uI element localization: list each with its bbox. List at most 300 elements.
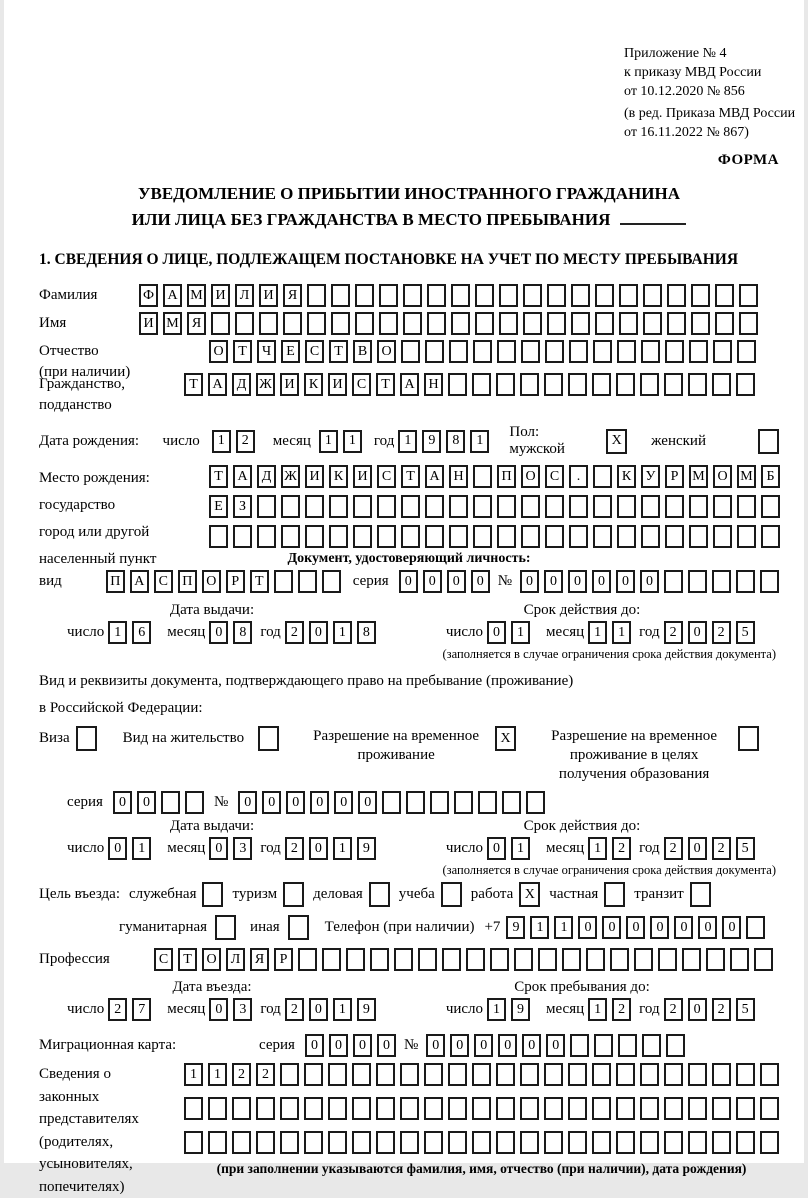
char-box[interactable]: 0 — [688, 837, 707, 860]
purpose-tourism-checkbox[interactable] — [283, 882, 304, 907]
char-box[interactable] — [451, 312, 470, 335]
char-box[interactable] — [448, 373, 467, 396]
char-box[interactable]: С — [545, 465, 564, 488]
char-box[interactable] — [641, 340, 660, 363]
char-box[interactable]: П — [178, 570, 197, 593]
char-box[interactable]: И — [353, 465, 372, 488]
char-box[interactable]: Т — [401, 465, 420, 488]
char-box[interactable]: 1 — [319, 430, 338, 453]
char-box[interactable] — [449, 525, 468, 548]
char-box[interactable]: 5 — [736, 998, 755, 1021]
char-box[interactable] — [634, 948, 653, 971]
char-box[interactable] — [401, 495, 420, 518]
char-box[interactable] — [259, 312, 278, 335]
char-box[interactable]: 0 — [471, 570, 490, 593]
char-box[interactable]: 0 — [209, 621, 228, 644]
char-box[interactable] — [665, 340, 684, 363]
char-box[interactable] — [401, 340, 420, 363]
char-box[interactable]: Ж — [281, 465, 300, 488]
purpose-study-checkbox[interactable] — [441, 882, 462, 907]
char-box[interactable]: 0 — [546, 1034, 565, 1057]
char-box[interactable]: 0 — [238, 791, 257, 814]
char-box[interactable]: Я — [187, 312, 206, 335]
char-box[interactable]: Н — [449, 465, 468, 488]
char-box[interactable] — [235, 312, 254, 335]
char-box[interactable] — [568, 373, 587, 396]
char-box[interactable] — [664, 1131, 683, 1154]
residence-permit-checkbox[interactable] — [258, 726, 279, 751]
char-box[interactable]: 1 — [333, 621, 352, 644]
char-box[interactable] — [712, 1063, 731, 1086]
char-box[interactable]: И — [280, 373, 299, 396]
char-box[interactable] — [754, 948, 773, 971]
char-box[interactable] — [329, 495, 348, 518]
char-box[interactable] — [640, 1097, 659, 1120]
char-box[interactable] — [322, 570, 341, 593]
char-box[interactable] — [232, 1097, 251, 1120]
char-box[interactable]: О — [202, 570, 221, 593]
char-box[interactable]: 2 — [256, 1063, 275, 1086]
char-box[interactable] — [346, 948, 365, 971]
char-box[interactable] — [619, 312, 638, 335]
char-box[interactable]: М — [187, 284, 206, 307]
char-box[interactable]: Д — [257, 465, 276, 488]
char-box[interactable] — [497, 525, 516, 548]
char-box[interactable] — [502, 791, 521, 814]
char-box[interactable] — [593, 495, 612, 518]
char-box[interactable] — [664, 1063, 683, 1086]
char-box[interactable] — [322, 948, 341, 971]
char-box[interactable]: 0 — [487, 837, 506, 860]
char-box[interactable]: 2 — [612, 837, 631, 860]
char-box[interactable] — [424, 1131, 443, 1154]
char-box[interactable] — [568, 1131, 587, 1154]
char-box[interactable] — [497, 495, 516, 518]
char-box[interactable]: 9 — [422, 430, 441, 453]
char-box[interactable]: 0 — [520, 570, 539, 593]
char-box[interactable] — [448, 1131, 467, 1154]
char-box[interactable] — [544, 1131, 563, 1154]
char-box[interactable] — [472, 1131, 491, 1154]
char-box[interactable] — [424, 1063, 443, 1086]
char-box[interactable] — [211, 312, 230, 335]
char-box[interactable]: К — [617, 465, 636, 488]
char-box[interactable] — [304, 1097, 323, 1120]
char-box[interactable] — [466, 948, 485, 971]
char-box[interactable] — [430, 791, 449, 814]
char-box[interactable] — [688, 1097, 707, 1120]
char-box[interactable] — [761, 495, 780, 518]
char-box[interactable] — [640, 1063, 659, 1086]
char-box[interactable] — [737, 340, 756, 363]
char-box[interactable]: Д — [232, 373, 251, 396]
char-box[interactable] — [424, 1097, 443, 1120]
char-box[interactable] — [352, 1063, 371, 1086]
char-box[interactable]: 8 — [233, 621, 252, 644]
char-box[interactable]: 1 — [588, 998, 607, 1021]
char-box[interactable]: 0 — [108, 837, 127, 860]
char-box[interactable] — [689, 495, 708, 518]
char-box[interactable]: И — [305, 465, 324, 488]
char-box[interactable] — [514, 948, 533, 971]
char-box[interactable] — [400, 1063, 419, 1086]
char-box[interactable] — [570, 1034, 589, 1057]
char-box[interactable]: 9 — [357, 837, 376, 860]
char-box[interactable]: 0 — [399, 570, 418, 593]
char-box[interactable] — [448, 1063, 467, 1086]
char-box[interactable] — [665, 525, 684, 548]
char-box[interactable]: 1 — [511, 621, 530, 644]
char-box[interactable] — [209, 525, 228, 548]
char-box[interactable]: 3 — [233, 837, 252, 860]
char-box[interactable] — [523, 312, 542, 335]
char-box[interactable] — [355, 312, 374, 335]
char-box[interactable]: С — [352, 373, 371, 396]
char-box[interactable]: 0 — [688, 998, 707, 1021]
char-box[interactable] — [544, 1063, 563, 1086]
char-box[interactable] — [715, 284, 734, 307]
char-box[interactable] — [664, 1097, 683, 1120]
char-box[interactable] — [425, 525, 444, 548]
char-box[interactable]: 0 — [262, 791, 281, 814]
char-box[interactable] — [328, 1131, 347, 1154]
char-box[interactable]: 0 — [113, 791, 132, 814]
char-box[interactable] — [353, 495, 372, 518]
char-box[interactable] — [305, 495, 324, 518]
char-box[interactable] — [691, 312, 710, 335]
char-box[interactable] — [496, 1063, 515, 1086]
purpose-business-checkbox[interactable] — [369, 882, 390, 907]
char-box[interactable]: 0 — [522, 1034, 541, 1057]
char-box[interactable] — [353, 525, 372, 548]
char-box[interactable]: 2 — [285, 998, 304, 1021]
char-box[interactable] — [400, 1097, 419, 1120]
char-box[interactable] — [376, 1097, 395, 1120]
char-box[interactable]: 0 — [353, 1034, 372, 1057]
char-box[interactable] — [473, 340, 492, 363]
char-box[interactable]: 0 — [305, 1034, 324, 1057]
char-box[interactable]: 2 — [664, 998, 683, 1021]
char-box[interactable]: 1 — [487, 998, 506, 1021]
char-box[interactable] — [352, 1097, 371, 1120]
char-box[interactable]: А — [233, 465, 252, 488]
char-box[interactable] — [568, 1097, 587, 1120]
char-box[interactable] — [184, 1097, 203, 1120]
char-box[interactable] — [449, 495, 468, 518]
char-box[interactable]: О — [377, 340, 396, 363]
char-box[interactable]: Р — [274, 948, 293, 971]
char-box[interactable]: 1 — [398, 430, 417, 453]
char-box[interactable] — [281, 525, 300, 548]
char-box[interactable] — [569, 340, 588, 363]
char-box[interactable]: 1 — [108, 621, 127, 644]
char-box[interactable] — [739, 284, 758, 307]
char-box[interactable]: 0 — [309, 837, 328, 860]
char-box[interactable] — [730, 948, 749, 971]
char-box[interactable] — [400, 1131, 419, 1154]
char-box[interactable]: 0 — [674, 916, 693, 939]
char-box[interactable] — [521, 525, 540, 548]
char-box[interactable]: 1 — [470, 430, 489, 453]
char-box[interactable] — [761, 525, 780, 548]
char-box[interactable] — [185, 791, 204, 814]
char-box[interactable] — [736, 570, 755, 593]
char-box[interactable] — [688, 1063, 707, 1086]
char-box[interactable]: 0 — [329, 1034, 348, 1057]
char-box[interactable]: 0 — [334, 791, 353, 814]
char-box[interactable] — [406, 791, 425, 814]
char-box[interactable]: А — [163, 284, 182, 307]
char-box[interactable]: И — [328, 373, 347, 396]
char-box[interactable] — [736, 1131, 755, 1154]
char-box[interactable] — [497, 340, 516, 363]
char-box[interactable] — [593, 525, 612, 548]
visa-checkbox[interactable] — [76, 726, 97, 751]
char-box[interactable]: 0 — [474, 1034, 493, 1057]
char-box[interactable]: 0 — [450, 1034, 469, 1057]
char-box[interactable] — [571, 312, 590, 335]
purpose-other-checkbox[interactable] — [288, 915, 309, 940]
char-box[interactable]: 1 — [588, 621, 607, 644]
char-box[interactable]: И — [211, 284, 230, 307]
char-box[interactable] — [666, 1034, 685, 1057]
char-box[interactable] — [544, 373, 563, 396]
char-box[interactable]: В — [353, 340, 372, 363]
char-box[interactable] — [737, 495, 756, 518]
char-box[interactable] — [562, 948, 581, 971]
char-box[interactable]: 2 — [712, 621, 731, 644]
char-box[interactable]: Е — [281, 340, 300, 363]
char-box[interactable]: 0 — [423, 570, 442, 593]
char-box[interactable]: 9 — [511, 998, 530, 1021]
char-box[interactable] — [304, 1063, 323, 1086]
char-box[interactable] — [257, 495, 276, 518]
char-box[interactable]: 1 — [333, 837, 352, 860]
char-box[interactable] — [232, 1131, 251, 1154]
char-box[interactable]: М — [737, 465, 756, 488]
char-box[interactable] — [496, 1097, 515, 1120]
char-box[interactable]: Я — [250, 948, 269, 971]
char-box[interactable] — [328, 1097, 347, 1120]
char-box[interactable]: У — [641, 465, 660, 488]
char-box[interactable]: Т — [233, 340, 252, 363]
char-box[interactable]: 1 — [184, 1063, 203, 1086]
char-box[interactable] — [496, 1131, 515, 1154]
char-box[interactable] — [427, 284, 446, 307]
char-box[interactable] — [520, 1063, 539, 1086]
char-box[interactable] — [208, 1131, 227, 1154]
sex-female-checkbox[interactable] — [758, 429, 779, 454]
char-box[interactable] — [329, 525, 348, 548]
char-box[interactable] — [712, 1131, 731, 1154]
char-box[interactable]: . — [569, 465, 588, 488]
char-box[interactable]: 0 — [626, 916, 645, 939]
char-box[interactable]: 0 — [209, 837, 228, 860]
char-box[interactable]: 0 — [377, 1034, 396, 1057]
purpose-humanitarian-checkbox[interactable] — [215, 915, 236, 940]
char-box[interactable] — [257, 525, 276, 548]
char-box[interactable] — [208, 1097, 227, 1120]
char-box[interactable] — [641, 525, 660, 548]
char-box[interactable]: 1 — [511, 837, 530, 860]
char-box[interactable] — [352, 1131, 371, 1154]
char-box[interactable] — [592, 373, 611, 396]
char-box[interactable]: 0 — [137, 791, 156, 814]
char-box[interactable]: Я — [283, 284, 302, 307]
char-box[interactable]: 1 — [212, 430, 231, 453]
char-box[interactable] — [619, 284, 638, 307]
char-box[interactable]: М — [163, 312, 182, 335]
char-box[interactable]: 1 — [343, 430, 362, 453]
char-box[interactable] — [667, 284, 686, 307]
char-box[interactable]: О — [521, 465, 540, 488]
char-box[interactable] — [688, 373, 707, 396]
char-box[interactable] — [617, 525, 636, 548]
char-box[interactable] — [658, 948, 677, 971]
char-box[interactable] — [418, 948, 437, 971]
char-box[interactable] — [382, 791, 401, 814]
char-box[interactable]: Т — [184, 373, 203, 396]
char-box[interactable] — [593, 465, 612, 488]
char-box[interactable] — [473, 525, 492, 548]
char-box[interactable] — [379, 312, 398, 335]
purpose-official-checkbox[interactable] — [202, 882, 223, 907]
char-box[interactable]: Ф — [139, 284, 158, 307]
char-box[interactable]: 8 — [357, 621, 376, 644]
char-box[interactable] — [454, 791, 473, 814]
char-box[interactable] — [520, 373, 539, 396]
char-box[interactable] — [379, 284, 398, 307]
char-box[interactable] — [394, 948, 413, 971]
char-box[interactable] — [523, 284, 542, 307]
char-box[interactable] — [760, 1097, 779, 1120]
char-box[interactable]: О — [713, 465, 732, 488]
char-box[interactable] — [521, 495, 540, 518]
char-box[interactable]: Л — [235, 284, 254, 307]
char-box[interactable] — [706, 948, 725, 971]
char-box[interactable] — [736, 373, 755, 396]
char-box[interactable]: 0 — [498, 1034, 517, 1057]
char-box[interactable]: 0 — [309, 998, 328, 1021]
char-box[interactable]: С — [154, 948, 173, 971]
char-box[interactable] — [664, 373, 683, 396]
char-box[interactable] — [521, 340, 540, 363]
char-box[interactable]: 1 — [208, 1063, 227, 1086]
char-box[interactable] — [571, 284, 590, 307]
char-box[interactable] — [544, 1097, 563, 1120]
char-box[interactable]: 7 — [132, 998, 151, 1021]
char-box[interactable]: 0 — [286, 791, 305, 814]
char-box[interactable] — [616, 1063, 635, 1086]
char-box[interactable] — [376, 1131, 395, 1154]
char-box[interactable] — [618, 1034, 637, 1057]
char-box[interactable] — [688, 1131, 707, 1154]
char-box[interactable] — [688, 570, 707, 593]
char-box[interactable] — [256, 1097, 275, 1120]
char-box[interactable]: 9 — [506, 916, 525, 939]
char-box[interactable]: 0 — [722, 916, 741, 939]
char-box[interactable]: П — [106, 570, 125, 593]
char-box[interactable]: 1 — [588, 837, 607, 860]
char-box[interactable] — [307, 312, 326, 335]
char-box[interactable] — [713, 525, 732, 548]
char-box[interactable] — [425, 495, 444, 518]
char-box[interactable] — [689, 340, 708, 363]
char-box[interactable]: 2 — [712, 837, 731, 860]
char-box[interactable] — [545, 340, 564, 363]
char-box[interactable]: Т — [376, 373, 395, 396]
purpose-transit-checkbox[interactable] — [690, 882, 711, 907]
char-box[interactable]: 0 — [592, 570, 611, 593]
char-box[interactable] — [256, 1131, 275, 1154]
char-box[interactable] — [664, 570, 683, 593]
char-box[interactable] — [305, 525, 324, 548]
char-box[interactable] — [569, 525, 588, 548]
char-box[interactable] — [739, 312, 758, 335]
char-box[interactable] — [538, 948, 557, 971]
char-box[interactable] — [425, 340, 444, 363]
char-box[interactable]: 1 — [333, 998, 352, 1021]
char-box[interactable] — [280, 1063, 299, 1086]
char-box[interactable]: 1 — [612, 621, 631, 644]
char-box[interactable] — [736, 1063, 755, 1086]
char-box[interactable] — [547, 312, 566, 335]
char-box[interactable] — [641, 495, 660, 518]
char-box[interactable] — [594, 1034, 613, 1057]
char-box[interactable]: 0 — [487, 621, 506, 644]
char-box[interactable] — [545, 525, 564, 548]
char-box[interactable]: Р — [226, 570, 245, 593]
char-box[interactable] — [490, 948, 509, 971]
char-box[interactable]: 0 — [544, 570, 563, 593]
char-box[interactable]: 0 — [426, 1034, 445, 1057]
char-box[interactable] — [475, 312, 494, 335]
char-box[interactable]: 2 — [664, 621, 683, 644]
char-box[interactable] — [616, 1131, 635, 1154]
char-box[interactable] — [377, 525, 396, 548]
char-box[interactable]: О — [202, 948, 221, 971]
char-box[interactable] — [472, 373, 491, 396]
char-box[interactable] — [526, 791, 545, 814]
char-box[interactable] — [355, 284, 374, 307]
char-box[interactable]: 0 — [209, 998, 228, 1021]
char-box[interactable]: 0 — [650, 916, 669, 939]
char-box[interactable]: Т — [250, 570, 269, 593]
char-box[interactable] — [713, 495, 732, 518]
char-box[interactable] — [281, 495, 300, 518]
char-box[interactable] — [370, 948, 389, 971]
char-box[interactable]: 5 — [736, 837, 755, 860]
purpose-private-checkbox[interactable] — [604, 882, 625, 907]
char-box[interactable] — [298, 948, 317, 971]
char-box[interactable]: Е — [209, 495, 228, 518]
char-box[interactable]: 0 — [309, 621, 328, 644]
char-box[interactable] — [595, 284, 614, 307]
char-box[interactable] — [427, 312, 446, 335]
char-box[interactable] — [712, 570, 731, 593]
char-box[interactable]: 0 — [640, 570, 659, 593]
char-box[interactable]: 9 — [357, 998, 376, 1021]
char-box[interactable]: 0 — [310, 791, 329, 814]
char-box[interactable]: О — [209, 340, 228, 363]
char-box[interactable] — [642, 1034, 661, 1057]
char-box[interactable]: К — [304, 373, 323, 396]
char-box[interactable] — [298, 570, 317, 593]
char-box[interactable]: А — [425, 465, 444, 488]
edu-permit-checkbox[interactable] — [738, 726, 759, 751]
char-box[interactable]: 2 — [285, 837, 304, 860]
char-box[interactable] — [499, 312, 518, 335]
